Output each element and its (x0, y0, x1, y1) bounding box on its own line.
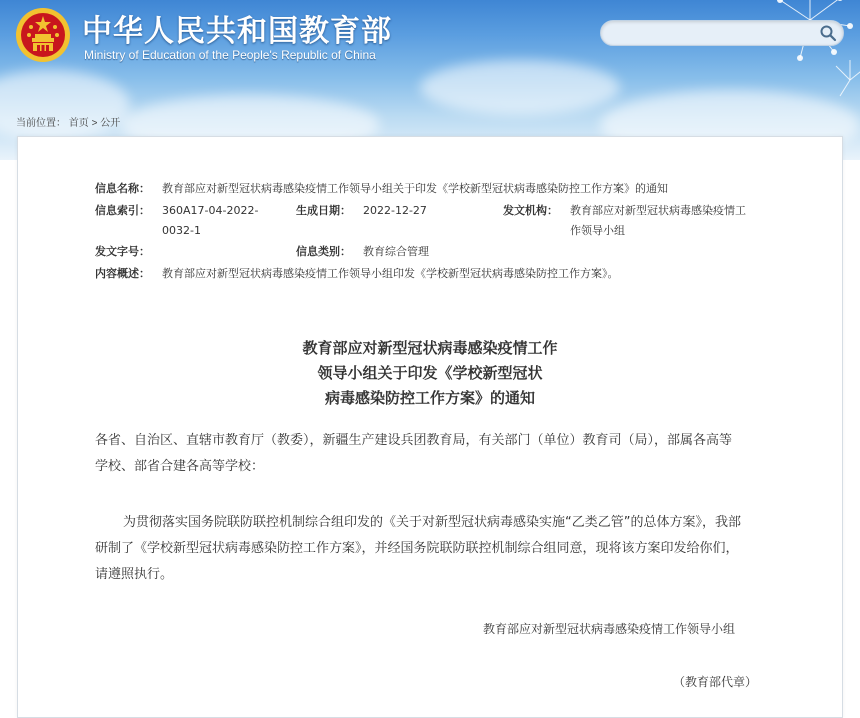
national-emblem-icon (15, 7, 71, 63)
info-name-value: 教育部应对新型冠状病毒感染疫情工作领导小组关于印发《学校新型冠状病毒感染防控工作方案》的通知 (162, 182, 668, 195)
breadcrumb (16, 114, 120, 129)
body-line3: 请遵照执行。 (95, 567, 174, 582)
body-line1: 为贯彻落实国务院联防联控机制综合组印发的《关于对新型冠状病毒感染实施“乙类乙管”的总体方案》，我部 (123, 515, 741, 530)
document-title-line2: 领导小组关于印发《学校新型冠状 (317, 364, 543, 382)
summary-label: 内容概述： (95, 267, 150, 280)
cloud-decoration (0, 70, 130, 140)
breadcrumb-current-link[interactable]: 公开 (100, 118, 121, 129)
salutation-line2: 学校、部省合建各高等学校： (95, 459, 265, 474)
info-category-label: 信息类别： (296, 245, 351, 258)
document-title (0, 336, 860, 411)
search-input[interactable] (613, 24, 807, 43)
document-title-line1: 教育部应对新型冠状病毒感染疫情工作 (302, 339, 558, 357)
document-title-line3: 病毒感染防控工作方案》的通知 (324, 389, 535, 407)
site-title-cn[interactable]: 中华人民共和国教育部 (82, 14, 392, 49)
signature: 教育部应对新型冠状病毒感染疫情工作领导小组 (483, 622, 736, 636)
info-index-label: 信息索引： (95, 204, 150, 217)
search-icon[interactable] (819, 24, 837, 42)
issuer-value-line1: 教育部应对新型冠状病毒感染疫情工 (570, 204, 746, 217)
search-box (600, 20, 844, 46)
doc-number-label: 发文字号： (95, 245, 150, 258)
info-index-value-line2: 0032-1 (162, 224, 201, 237)
issuer-value-line2: 作领导小组 (570, 224, 625, 237)
cloud-decoration (420, 60, 620, 115)
stamp-note: （教育部代章） (673, 675, 758, 689)
info-category-value: 教育综合管理 (363, 245, 429, 258)
breadcrumb-separator: > (91, 118, 98, 129)
breadcrumb-prefix: 当前位置： (16, 118, 66, 129)
dandelion-decoration (700, 0, 860, 120)
generated-date-value: 2022-12-27 (363, 204, 427, 217)
salutation-line1: 各省、自治区、直辖市教育厅（教委），新疆生产建设兵团教育局，有关部门（单位）教育司（局），部属各高等 (95, 433, 733, 448)
site-title-en[interactable]: Ministry of Education of the People's Republic of China (84, 48, 376, 62)
info-name-label: 信息名称： (95, 182, 150, 195)
body-line2: 研制了《学校新型冠状病毒感染防控工作方案》，并经国务院联防联控机制综合组同意，现将该方案印发给你们， (95, 541, 739, 556)
issuer-label: 发文机构： (503, 204, 558, 217)
breadcrumb-home-link[interactable]: 首页 (68, 118, 89, 129)
info-index-value-line1: 360A17-04-2022- (162, 204, 259, 217)
generated-date-label: 生成日期： (296, 204, 351, 217)
summary-value: 教育部应对新型冠状病毒感染疫情工作领导小组印发《学校新型冠状病毒感染防控工作方案》。 (162, 267, 619, 280)
